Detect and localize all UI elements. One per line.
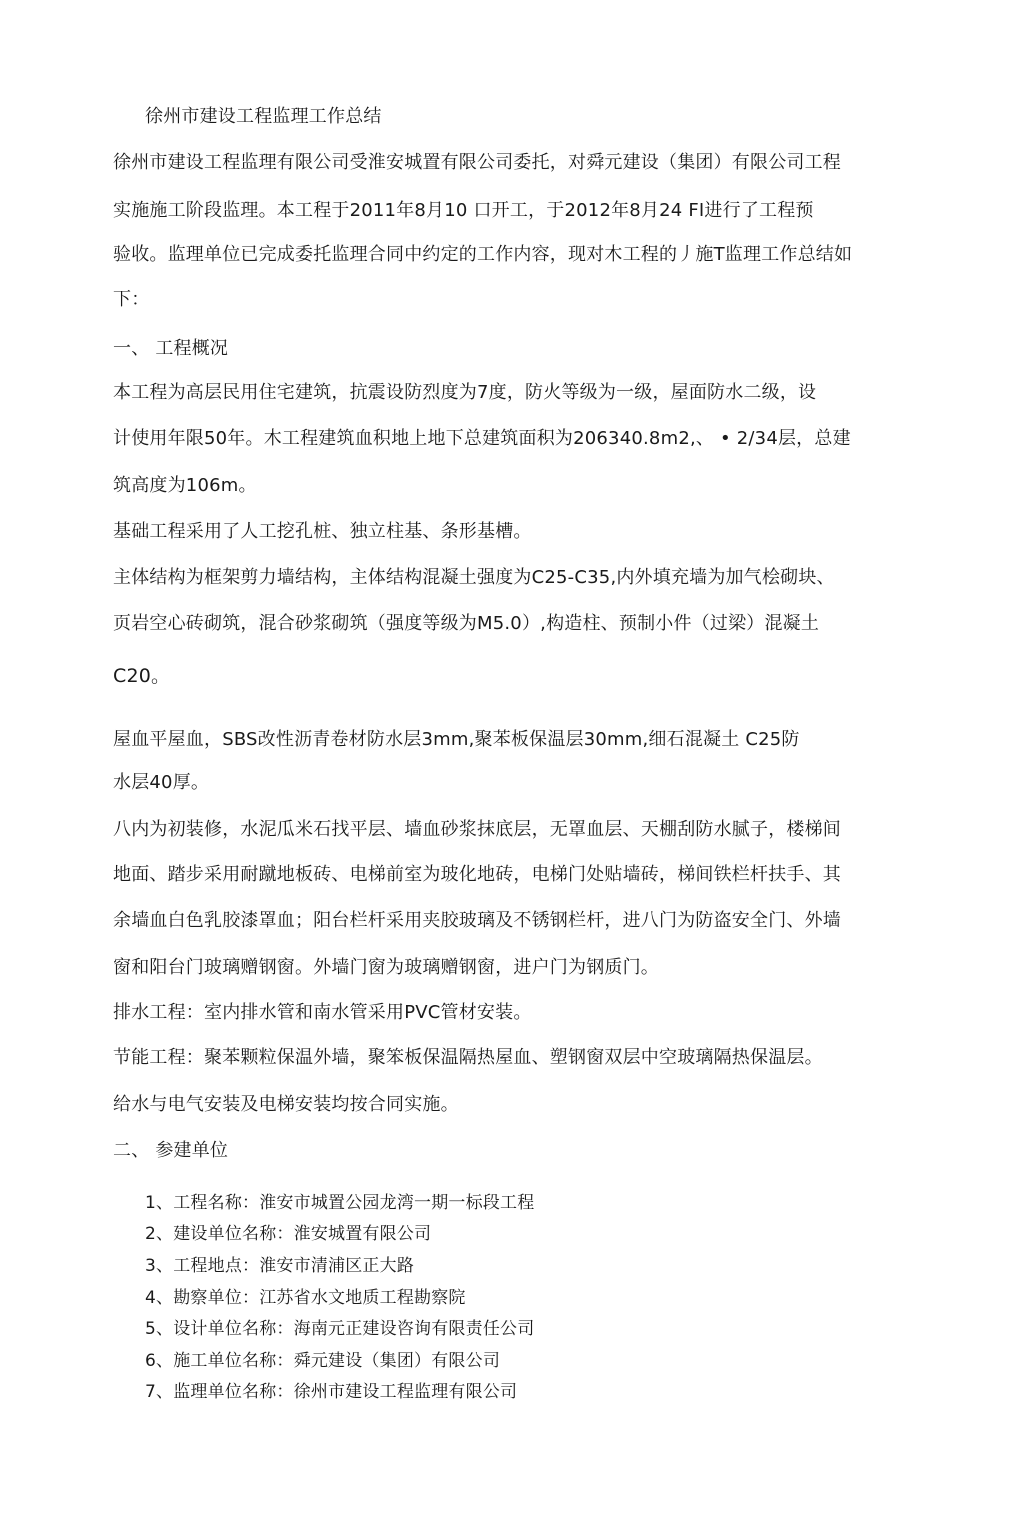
list-item: 2、建设单位名称：淮安城置有限公司 [145, 1224, 432, 1244]
body-line: 八内为初装修，水泥瓜米石找平层、墙血砂浆抹底层，无罩血层、天棚刮防水腻子，楼梯间 [113, 819, 841, 840]
body-line: 窗和阳台门玻璃赠钢窗。外墙门窗为玻璃赠钢窗，进户门为钢质门。 [113, 957, 659, 978]
list-item: 4、勘察单位：江苏省水文地质工程勘察院 [145, 1288, 466, 1308]
body-line: 屋血平屋血，SBS改性沥青卷材防水层3mm,聚苯板保温层30mm,细石混凝土 C25防 [113, 729, 800, 750]
intro-line: 验收。监理单位已完成委托监理合同中约定的工作内容，现对木工程的丿施T监理工作总结如 [113, 244, 853, 265]
body-line: 地面、踏步采用耐蹴地板砖、电梯前室为玻化地砖，电梯门处贴墙砖，梯间铁栏杆扶手、其 [113, 864, 841, 885]
body-line: 水层40厚。 [113, 772, 210, 793]
list-item: 3、工程地点：淮安市清浦区正大路 [145, 1256, 415, 1276]
body-line: C20。 [113, 665, 171, 687]
body-line: 排水工程：室内排水管和南水管采用PVC管材安装。 [113, 1002, 532, 1023]
body-line: 给水与电气安装及电梯安装均按合同实施。 [113, 1094, 459, 1115]
body-line: 筑高度为106m。 [113, 475, 257, 496]
list-item: 1、工程名称：淮安市城置公园龙湾一期一标段工程 [145, 1193, 535, 1213]
body-line: 计使用年限50年。木工程建筑血积地上地下总建筑面积为206340.8m2,、 • 2/34层，总建 [113, 428, 851, 449]
list-item: 6、施工单位名称：舜元建设（集团）有限公司 [145, 1351, 501, 1371]
intro-line: 下： [113, 289, 150, 310]
body-line: 本工程为高层民用住宅建筑，抗震设防烈度为7度，防火等级为一级，屋面防水二级，设 [113, 382, 817, 403]
list-item: 5、设计单位名称：海南元正建设咨询有限责任公司 [145, 1319, 535, 1339]
intro-line: 实施施工阶段监理。本工程于2011年8月10 口开工，于2012年8月24 FI进行了工程预 [113, 200, 814, 221]
section-heading: 一、 工程概况 [113, 338, 229, 359]
intro-line: 徐州市建设工程监理有限公司受淮安城置有限公司委托，对舜元建设（集团）有限公司工程 [113, 152, 841, 173]
body-line: 基础工程采用了人工挖孔桩、独立柱基、条形基槽。 [113, 521, 532, 542]
body-line: 页岩空心砖砌筑，混合砂浆砌筑（强度等级为M5.0）,构造柱、预制小件（过梁）混凝土 [113, 613, 820, 634]
list-item: 7、监理单位名称：徐州市建设工程监理有限公司 [145, 1382, 518, 1402]
body-line: 节能工程：聚苯颗粒保温外墙，聚笨板保温隔热屋血、塑钢窗双层中空玻璃隔热保温层。 [113, 1047, 823, 1068]
body-line: 主体结构为框架剪力墙结构，主体结构混凝土强度为C25-C35,内外填充墙为加气桧砌块、 [113, 567, 835, 588]
document-title: 徐州市建设工程监理工作总结 [145, 106, 382, 127]
section-heading: 二、 参建单位 [113, 1140, 229, 1161]
body-line: 余墙血白色乳胶漆罩血；阳台栏杆采用夹胶玻璃及不锈钢栏杆，进八门为防盗安全门、外墙 [113, 910, 841, 931]
